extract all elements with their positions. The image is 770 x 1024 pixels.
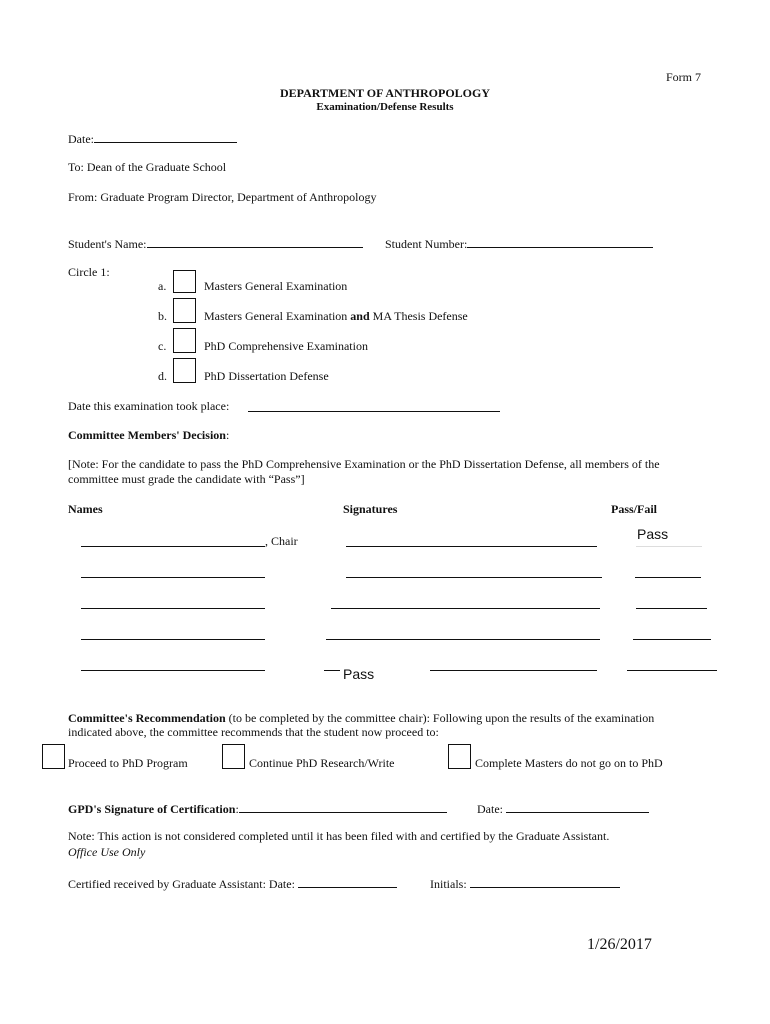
office-use-only: Office Use Only: [68, 845, 146, 859]
option-d-text: PhD Dissertation Defense: [204, 369, 329, 383]
recommendation-line-1: [68, 711, 654, 726]
recommendation-line-1-text: (to be completed by the committee chair): Following upon the results of the examination: [225, 711, 655, 725]
member-5-pass-value: Pass: [343, 666, 375, 682]
exam-date-label: Date this examination took place:: [68, 399, 230, 413]
option-c-text: PhD Comprehensive Examination: [204, 339, 368, 353]
complete-masters-checkbox[interactable]: [448, 744, 471, 769]
student-number-field[interactable]: [385, 235, 653, 252]
recommendation-heading: Committee's Recommendation: [68, 711, 226, 725]
option-c-checkbox[interactable]: [173, 328, 196, 353]
certified-date-label: Certified received by Graduate Assistant: Date:: [68, 877, 295, 891]
option-b-text-start: Masters General Examination: [204, 309, 351, 323]
chair-signature-blank[interactable]: [346, 546, 597, 547]
to-line: To: Dean of the Graduate School: [68, 160, 227, 174]
member-5-signature-blank[interactable]: [430, 670, 597, 671]
member-2-pass-blank[interactable]: [635, 577, 701, 578]
member-4-name-blank[interactable]: [81, 639, 265, 640]
committee-note-line-1: [Note: For the candidate to pass the PhD Comprehensive Examination or the PhD Dissertation Defense, all members of the: [68, 457, 660, 471]
gpd-signature-label: GPD's Signature of Certification: [68, 802, 236, 816]
chair-name-blank[interactable]: [81, 546, 265, 547]
initials-field[interactable]: [430, 875, 620, 892]
gpd-signature-blank[interactable]: [239, 800, 447, 813]
initials-label: Initials:: [430, 877, 467, 891]
form-number: Form 7: [666, 70, 702, 84]
option-letter-d: d.: [158, 369, 167, 383]
option-b-text: [204, 309, 468, 324]
gpd-signature-colon: :: [235, 802, 239, 816]
member-4-signature-blank[interactable]: [326, 639, 600, 640]
option-a-text: Masters General Examination: [204, 279, 348, 293]
recommendation-line-2: indicated above, the committee recommends that the student now proceed to:: [68, 725, 439, 739]
certified-date-field[interactable]: [68, 875, 397, 892]
proceed-phd-checkbox[interactable]: [42, 744, 65, 769]
member-3-name-blank[interactable]: [81, 608, 265, 609]
continue-research-label: Continue PhD Research/Write: [249, 756, 395, 770]
column-header-pass-fail: Pass/Fail: [611, 502, 658, 516]
option-a-checkbox[interactable]: [173, 270, 196, 293]
initials-blank[interactable]: [470, 875, 620, 888]
from-line: From: Graduate Program Director, Department of Anthropology: [68, 190, 377, 204]
member-4-pass-blank[interactable]: [633, 639, 711, 640]
student-number-blank[interactable]: [467, 235, 653, 248]
certified-date-blank[interactable]: [298, 875, 397, 888]
member-3-signature-blank[interactable]: [331, 608, 600, 609]
gpd-signature-field[interactable]: [68, 800, 447, 817]
option-letter-b: b.: [158, 309, 167, 323]
gpd-date-label: Date:: [477, 802, 503, 816]
committee-heading-text: Committee Members' Decision: [68, 428, 226, 442]
committee-note-line-2: committee must grade the candidate with “Pass”]: [68, 472, 305, 486]
committee-heading: [68, 428, 229, 443]
option-letter-a: a.: [158, 279, 167, 293]
student-name-label: Student's Name:: [68, 237, 147, 251]
chair-pass-blank[interactable]: [636, 546, 702, 547]
option-b-text-and: and: [350, 309, 370, 323]
proceed-phd-label: Proceed to PhD Program: [68, 756, 188, 770]
member-5-pass-blank[interactable]: [627, 670, 717, 671]
student-number-label: Student Number:: [385, 237, 468, 251]
committee-heading-colon: :: [225, 428, 230, 442]
member-2-name-blank[interactable]: [81, 577, 265, 578]
date-blank[interactable]: [94, 130, 237, 143]
department-heading: DEPARTMENT OF ANTHROPOLOGY: [279, 86, 491, 100]
column-header-names: Names: [68, 502, 103, 516]
circle-label: Circle 1:: [68, 265, 110, 279]
student-name-field[interactable]: [68, 235, 363, 252]
student-name-blank[interactable]: [147, 235, 363, 248]
footer-note: Note: This action is not considered completed until it has been filed with and certified by the Graduate Assistant.: [68, 829, 610, 843]
date-label: Date:: [68, 132, 94, 146]
column-header-signatures: Signatures: [343, 502, 398, 516]
gpd-date-field[interactable]: [477, 800, 649, 817]
member-3-pass-blank[interactable]: [636, 608, 707, 609]
continue-research-checkbox[interactable]: [222, 744, 245, 769]
member-5-signature-stub[interactable]: [324, 670, 340, 671]
document-subtitle: Examination/Defense Results: [316, 101, 454, 113]
page-date: 1/26/2017: [587, 936, 652, 953]
member-2-signature-blank[interactable]: [346, 577, 602, 578]
option-d-checkbox[interactable]: [173, 358, 196, 383]
complete-masters-label: Complete Masters do not go on to PhD: [475, 756, 663, 770]
member-5-name-blank[interactable]: [81, 670, 265, 671]
option-b-text-end: MA Thesis Defense: [369, 309, 468, 323]
gpd-date-blank[interactable]: [506, 800, 649, 813]
option-b-checkbox[interactable]: [173, 298, 196, 323]
exam-date-blank[interactable]: [248, 411, 500, 412]
option-letter-c: c.: [158, 339, 167, 353]
chair-suffix: , Chair: [265, 534, 298, 548]
date-field[interactable]: [68, 130, 237, 147]
chair-pass-value: Pass: [637, 526, 669, 542]
